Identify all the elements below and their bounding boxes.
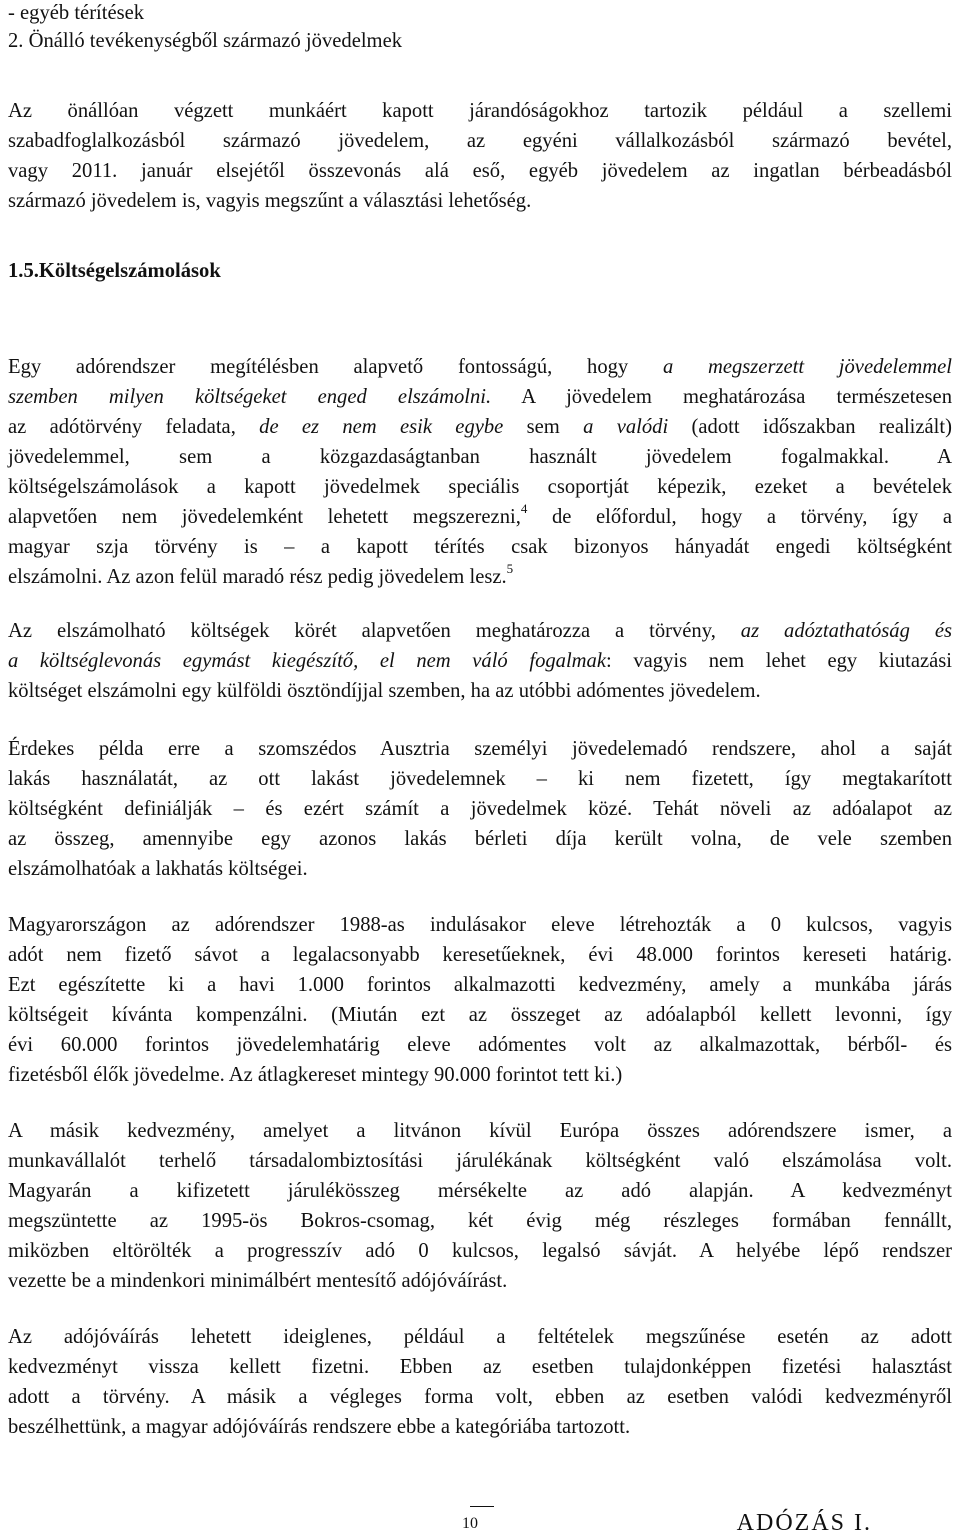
p2-italic: a megszerzett jövedelemmel [662,356,952,378]
p7-line-4: beszélhettünk, a magyar adójóváírás rendszere ebbe a kategóriába tartozott. [8,1416,631,1438]
p1-line-2: szabadfoglalkozásból származó jövedelem, az egyéni vállalkozásból származó bevétel, [8,130,952,152]
list-item: - egyéb térítések [8,2,145,24]
p6-line-6: vezette be a mindenkori minimálbért mentesítő adójóváírást. [8,1270,508,1292]
p2-text: Egy adórendszer megítélésben alapvető fontosságú, hogy [8,356,663,378]
p2-text: az adótörvény feladata, [8,416,260,438]
p6-line-5: miközben eltörölték a progresszív adó 0 kulcsos, legalsó sávját. A helyébe lépő rendszer [8,1240,952,1262]
p2-italic: szemben milyen költségeket enged elszámolni. [8,386,492,408]
p2-italic: de ez nem esik egybe [259,416,504,438]
p7-line-2: kedvezményt vissza kellett fizetni. Ebben az esetben tulajdonképpen fizetési halasztást [8,1356,952,1378]
footer-title: ADÓZÁS I. [736,1510,872,1536]
p3-text: : vagyis nem lehet egy kiutazási [606,650,952,672]
p5-line-6: fizetésből élők jövedelme. Az átlagkereset mintegy 90.000 forintot tett ki.) [8,1064,623,1086]
p3-text: Az elszámolható költségek körét alapvetően meghatározza a törvény, [8,620,741,642]
footer-rule [470,1506,494,1507]
p2-line-7: magyar szja törvény is – a kapott térítés csak bizonyos hányadát engedi költségként [8,536,952,558]
p4-line-2: lakás használatát, az ott lakást jövedelemnek – ki nem fizetett, így megtakarított [8,768,952,790]
p6-line-4: megszüntette az 1995-ös Bokros-csomag, két évig még részleges formában fennállt, [8,1210,952,1232]
p2-text: alapvetően nem jövedelemként lehetett megszerezni, [8,506,521,528]
p2-line-2 [8,382,952,412]
p7-line-3: adott a törvény. A másik a végleges forma volt, ebben az esetben valódi kedvezményről [8,1386,952,1408]
p5-line-5: évi 60.000 forintos jövedelemhatárig eleve adómentes volt az alkalmazottak, bérből- és [8,1034,952,1056]
p2-text: (adott időszakban realizált) [668,416,952,438]
section-heading-2: 2. Önálló tevékenységből származó jövedelmek [8,30,403,52]
p2-line-8 [8,562,513,592]
p1-line-3: vagy 2011. január elsejétől összevonás alá eső, egyéb jövedelem az ingatlan bérbeadásból [8,160,952,182]
p3-line-3: költséget elszámolni egy külföldi ösztöndíjjal szemben, ha az utóbbi adómentes jövedelem. [8,680,761,702]
p2-line-6 [8,502,952,532]
p6-line-1: A másik kedvezmény, amelyet a litvánon kívül Európa összes adórendszere ismer, a [8,1120,952,1142]
p5-line-1: Magyarországon az adórendszer 1988-as indulásakor eleve létrehozták a 0 kulcsos, vagyis [8,914,952,936]
footnote-ref-5[interactable]: 5 [506,561,514,577]
p3-line-1 [8,616,952,646]
p2-text: A jövedelem meghatározása természetesen [491,386,952,408]
p2-line-4: jövedelemmel, sem a közgazdaságtanban használt jövedelem fogalmakkal. A [8,446,952,468]
p2-text: elszámolni. Az azon felül maradó rész pedig jövedelem lesz. [8,566,507,588]
footnote-ref-4[interactable]: 4 [520,501,528,517]
p4-line-1: Érdekes példa erre a szomszédos Ausztria személyi jövedelemadó rendszere, ahol a saját [8,738,952,760]
p5-line-3: Ezt egészítette ki a havi 1.000 forintos alkalmazotti kedvezmény, amely a munkába járás [8,974,952,996]
section-heading-1-5: 1.5.Költségelszámolások [8,260,221,282]
p2-text: sem [503,416,584,438]
p5-line-4: költségeit kívánta kompenzálni. (Miután ezt az összeget az adóalapból kellett levonni, így [8,1004,952,1026]
p7-line-1: Az adójóváírás lehetett ideiglenes, például a feltételek megszűnése esetén az adott [8,1326,952,1348]
p4-line-4: az összeg, amennyibe egy azonos lakás bérleti díja került volna, de vele szemben [8,828,952,850]
p1-line-1: Az önállóan végzett munkáért kapott járandóságokhoz tartozik például a szellemi [8,100,952,122]
p3-line-2 [8,646,952,676]
page-number: 10 [462,1515,478,1532]
p2-line-5: költségelszámolások a kapott jövedelmek speciális csoportját képezik, ezeket a bevételek [8,476,952,498]
p5-line-2: adót nem fizető sávot a legalacsonyabb keresetűeknek, évi 48.000 forintos kereseti határig. [8,944,952,966]
p6-line-3: Magyarán a kifizetett járulékösszeg mérsékelte az adó alapján. A kedvezményt [8,1180,952,1202]
p2-line-1 [8,352,952,382]
p2-line-3 [8,412,952,442]
p2-italic: a valódi [583,416,669,438]
p4-line-5: elszámolhatóak a lakhatás költségei. [8,858,308,880]
p4-line-3: költségként definiálják – és ezért számít a jövedelmek közé. Tehát növeli az adóalapot az [8,798,952,820]
p3-italic: a költséglevonás egymást kiegészítő, el nem váló fogalmak [8,650,606,672]
p2-text: de előfordul, hogy a törvény, így a [527,506,952,528]
p1-line-4: származó jövedelem is, vagyis megszűnt a választási lehetőség. [8,190,532,212]
p3-italic: az adóztathatóság és [740,620,952,642]
p6-line-2: munkavállalót terhelő társadalombiztosítási járulékának költségként való elszámolása volt. [8,1150,952,1172]
